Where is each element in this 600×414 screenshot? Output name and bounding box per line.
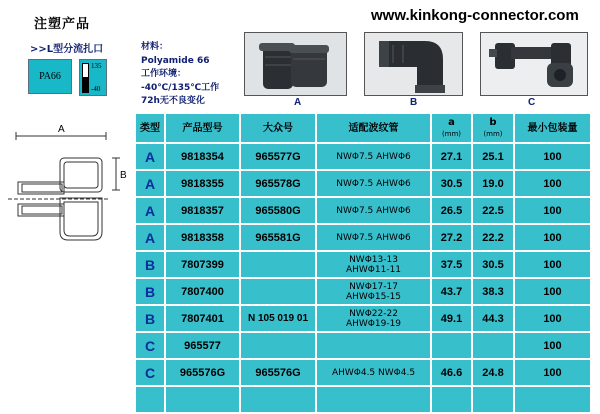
website-url: www.kinkong-connector.com — [371, 7, 579, 24]
cell-vw-number — [240, 278, 316, 305]
cell-b — [472, 332, 514, 359]
l-connector-b-photo — [364, 32, 463, 96]
table-row — [135, 332, 591, 359]
photo-c-label: C — [528, 97, 536, 108]
gauge-min-label: -40 — [91, 85, 101, 93]
cell-type: A — [135, 143, 165, 170]
cell-type: B — [135, 251, 165, 278]
conduit-spec-line: NWΦ7.5 AHWΦ6 — [336, 232, 411, 243]
technical-drawing — [4, 120, 132, 270]
conduit-spec-line: NWΦ22-22 — [349, 308, 398, 319]
gauge-bar — [82, 63, 89, 93]
conduit-spec-line: NWΦ13-13 — [349, 254, 398, 265]
cell-vw-number — [240, 251, 316, 278]
cell-a — [431, 332, 472, 359]
cell-conduit-spec — [316, 332, 431, 359]
cell-vw-number: 965578G — [240, 170, 316, 197]
cell-a: 27.2 — [431, 224, 472, 251]
cell-part-number: 7807400 — [165, 278, 240, 305]
cell-a: 43.7 — [431, 278, 472, 305]
conduit-spec-line: AHWΦ4.5 NWΦ4.5 — [331, 367, 416, 378]
material-swatch-label: PA66 — [39, 71, 61, 82]
cell-min-pack: 100 — [514, 332, 591, 359]
cell-conduit-spec — [316, 251, 431, 278]
photo-a-label: A — [294, 97, 302, 108]
conduit-spec-line: AHWΦ11-11 — [345, 264, 402, 275]
conduit-spec-line: AHWΦ19-19 — [345, 318, 402, 329]
header-b-unit: (mm) — [483, 129, 503, 138]
cell-part-number: 965577 — [165, 332, 240, 359]
cell-part-number: 965576G — [165, 359, 240, 386]
dimension-a-label: A — [58, 124, 65, 135]
header-b-label: b — [489, 116, 497, 128]
cell-type: B — [135, 278, 165, 305]
environment-label: 工作环境： — [141, 69, 187, 79]
header-vw-number: 大众号 — [240, 113, 316, 143]
header-a-unit: (mm) — [441, 129, 462, 138]
cell-min-pack: 100 — [514, 278, 591, 305]
gauge-max-label: 135 — [91, 62, 102, 70]
cell-b: 24.8 — [472, 359, 514, 386]
cell-a: 30.5 — [431, 170, 472, 197]
cell-part-number: 9818357 — [165, 197, 240, 224]
cell-type: A — [135, 197, 165, 224]
conduit-spec-line: NWΦ7.5 AHWΦ6 — [336, 178, 411, 189]
photo-b-label: B — [410, 97, 418, 108]
cell-type: A — [135, 224, 165, 251]
cell-a: 26.5 — [431, 197, 472, 224]
header-conduit-spec: 适配波纹管 — [316, 113, 431, 143]
cell-type: C — [135, 359, 165, 386]
cell-b: 19.0 — [472, 170, 514, 197]
cell-conduit-spec — [316, 170, 431, 197]
cell-vw-number — [240, 332, 316, 359]
cell-vw-number: 965577G — [240, 143, 316, 170]
cell-conduit-spec — [316, 359, 431, 386]
table-header-row — [135, 113, 591, 143]
gauge-fill — [83, 77, 88, 92]
l-connector-a-photo — [244, 32, 347, 96]
cell-part-number: 7807399 — [165, 251, 240, 278]
material-swatch — [28, 59, 72, 94]
conduit-spec-line: AHWΦ15-15 — [345, 291, 402, 302]
cell-type: C — [135, 332, 165, 359]
material-info — [141, 41, 219, 109]
cell-conduit-spec — [316, 143, 431, 170]
cell-b: 22.5 — [472, 197, 514, 224]
cell-part-number: 7807401 — [165, 305, 240, 332]
section-subtitle: >>L型分流扎口 — [30, 44, 104, 55]
header-a — [431, 113, 472, 143]
cell-min-pack: 100 — [514, 197, 591, 224]
cell-a: 49.1 — [431, 305, 472, 332]
cell-min-pack: 100 — [514, 251, 591, 278]
cell-b: 38.3 — [472, 278, 514, 305]
cell-min-pack: 100 — [514, 305, 591, 332]
cell-conduit-spec — [316, 224, 431, 251]
cell-part-number: 9818355 — [165, 170, 240, 197]
table-row — [135, 197, 591, 224]
table-row — [135, 305, 591, 332]
cell-min-pack: 100 — [514, 224, 591, 251]
cell-part-number: 9818354 — [165, 143, 240, 170]
material-label: 材料： — [141, 42, 169, 52]
l-connector-c-photo — [480, 32, 588, 96]
conduit-spec-line: NWΦ17-17 — [349, 281, 398, 292]
cell-b: 25.1 — [472, 143, 514, 170]
cell-part-number: 9818358 — [165, 224, 240, 251]
table-row — [135, 359, 591, 386]
page-title: 注塑产品 — [34, 17, 91, 32]
header-type: 类型 — [135, 113, 165, 143]
header-a-label: a — [448, 116, 455, 128]
cell-type: A — [135, 170, 165, 197]
cell-conduit-spec — [316, 305, 431, 332]
conduit-spec-line: NWΦ7.5 AHWΦ6 — [336, 205, 411, 216]
table-row — [135, 278, 591, 305]
cell-a: 37.5 — [431, 251, 472, 278]
cell-type: B — [135, 305, 165, 332]
table-row — [135, 224, 591, 251]
cell-min-pack: 100 — [514, 170, 591, 197]
table-row — [135, 251, 591, 278]
cell-vw-number: 965580G — [240, 197, 316, 224]
product-table — [134, 112, 592, 414]
header-part-number: 产品型号 — [165, 113, 240, 143]
header-min-pack: 最小包装量 — [514, 113, 591, 143]
temperature-range: -40℃/135℃工作 — [141, 82, 220, 93]
cell-conduit-spec — [316, 197, 431, 224]
cell-b: 22.2 — [472, 224, 514, 251]
cell-vw-number: 965576G — [240, 359, 316, 386]
table-row — [135, 143, 591, 170]
cell-vw-number: 965581G — [240, 224, 316, 251]
cell-a: 27.1 — [431, 143, 472, 170]
cell-min-pack: 100 — [514, 359, 591, 386]
cell-a: 46.6 — [431, 359, 472, 386]
table-row — [135, 170, 591, 197]
material-name: Polyamide 66 — [141, 55, 210, 66]
cell-b: 30.5 — [472, 251, 514, 278]
temperature-gauge — [79, 59, 107, 96]
header-b — [472, 113, 514, 143]
cell-b: 44.3 — [472, 305, 514, 332]
conduit-spec-line: NWΦ7.5 AHWΦ6 — [336, 151, 411, 162]
cell-conduit-spec — [316, 278, 431, 305]
cell-vw-number: N 105 019 01 — [240, 305, 316, 332]
cell-min-pack: 100 — [514, 143, 591, 170]
durability-note: 72h无不良变化 — [141, 96, 205, 106]
dimension-b-label: B — [120, 170, 127, 181]
